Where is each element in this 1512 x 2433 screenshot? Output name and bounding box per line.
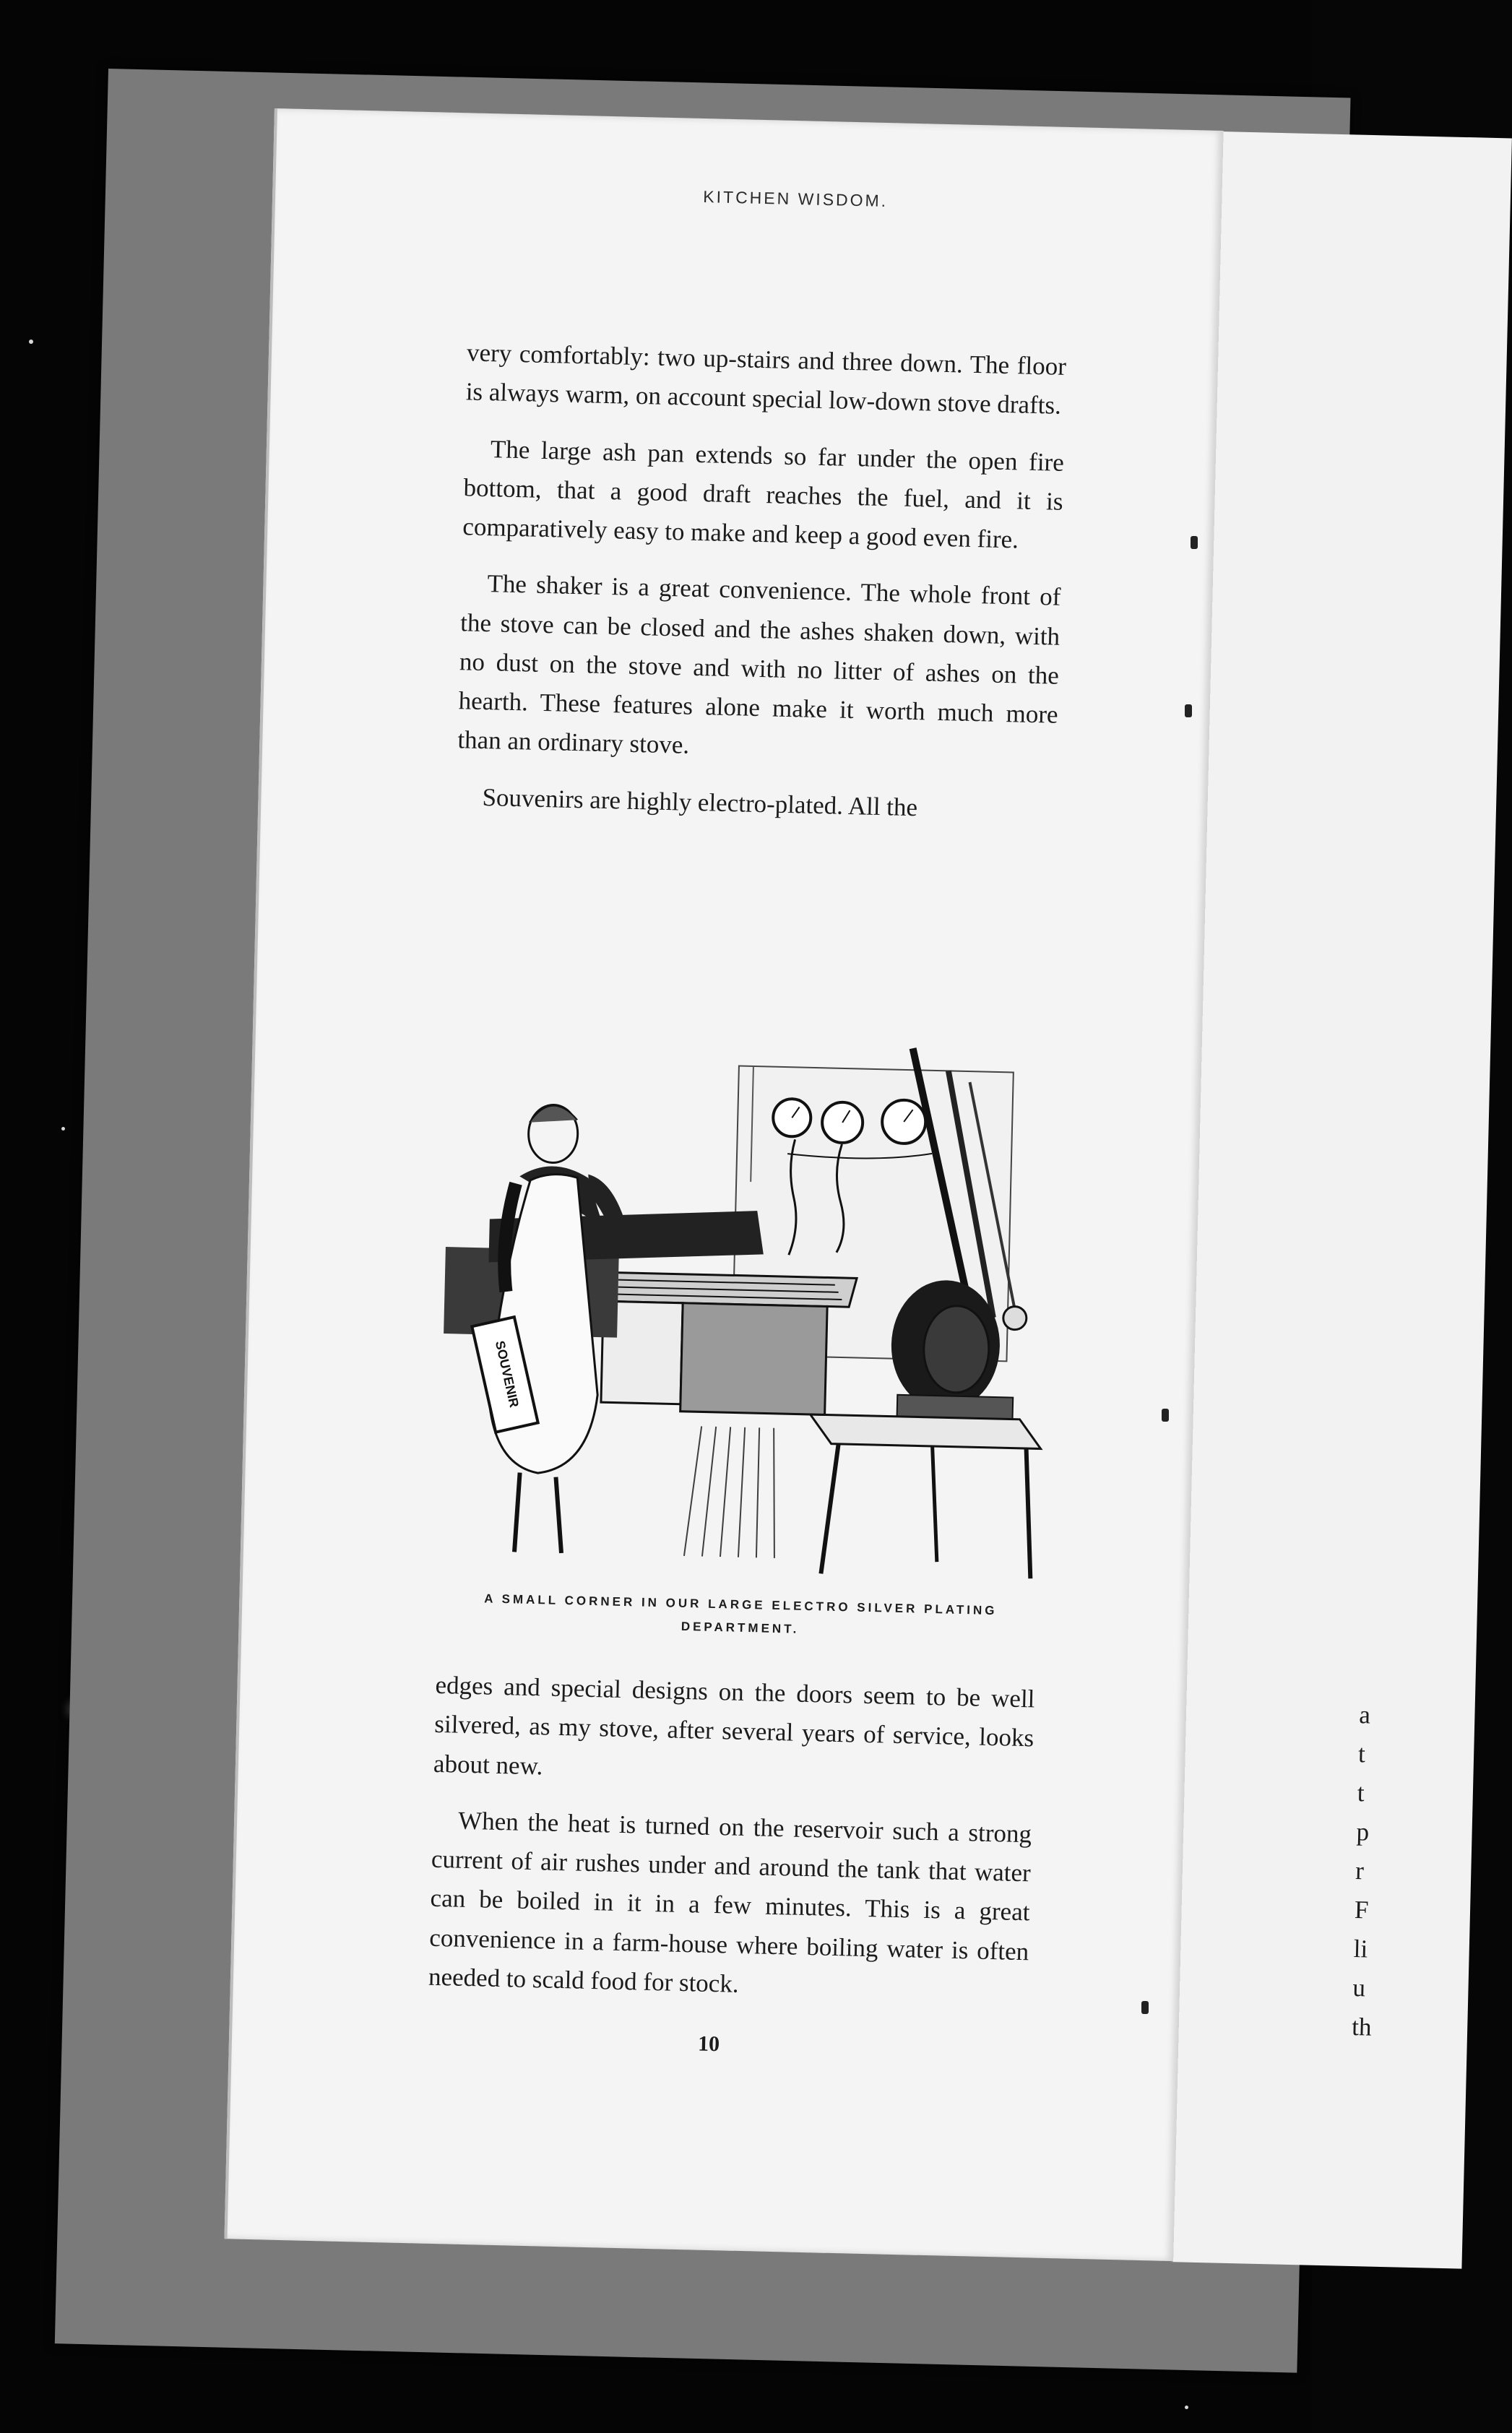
right-fragment: u bbox=[1352, 1974, 1366, 2002]
page-number: 10 bbox=[697, 2031, 720, 2057]
binding-stitch bbox=[1191, 536, 1198, 549]
paragraph: Souvenirs are highly electro-plated. All the bbox=[482, 782, 918, 821]
bottom-text-block bbox=[428, 1666, 1035, 2028]
right-fragment: th bbox=[1351, 2013, 1372, 2041]
left-page bbox=[224, 108, 1223, 2261]
right-page-text-fragments bbox=[1352, 1695, 1380, 2047]
binding-stitch bbox=[1185, 704, 1192, 717]
dust-speck bbox=[1185, 2406, 1188, 2409]
paragraph: The large ash pan extends so far under the open fire bottom, that a good draft reaches the fuel, and it is comparatively easy to make and keep a good even fire. bbox=[462, 434, 1065, 554]
right-fragment: a bbox=[1358, 1700, 1371, 1729]
paragraph: edges and special designs on the doors seem to be well silvered, as my stove, after several years of service, looks about new. bbox=[433, 1670, 1035, 1780]
paragraph: very comfortably: two up-stairs and three down. The floor is always warm, on account special low-down stove drafts. bbox=[465, 338, 1067, 420]
plating-department-illustration bbox=[438, 1030, 1072, 1594]
right-page bbox=[1170, 131, 1511, 2269]
right-fragment: li bbox=[1353, 1935, 1368, 1963]
paragraph: When the heat is turned on the reservoir such a strong current of air rushes under and around the tank that water can be boiled in it in a few minutes. This is a great convenience in a farm-house where boiling water is often needed to scald food for stock. bbox=[428, 1806, 1032, 1998]
illustration-caption: A SMALL CORNER IN OUR LARGE ELECTRO SILVER PLATING DEPARTMENT. bbox=[484, 1591, 998, 1636]
right-fragment: F bbox=[1354, 1896, 1369, 1924]
top-text-block bbox=[455, 333, 1066, 847]
dust-speck bbox=[61, 1127, 65, 1131]
running-head: KITCHEN WISDOM. bbox=[703, 187, 889, 211]
right-fragment: r bbox=[1355, 1857, 1365, 1885]
binding-stitch bbox=[1162, 1409, 1169, 1422]
right-fragment: t bbox=[1357, 1740, 1366, 1768]
binding-stitch bbox=[1141, 2001, 1149, 2014]
right-fragment: t bbox=[1357, 1779, 1365, 1807]
souvenir-sign-text: SOUVENIR bbox=[492, 1339, 522, 1409]
dust-speck bbox=[29, 340, 33, 344]
paragraph: The shaker is a great convenience. The whole front of the stove can be closed and the ashes shaken down, with no dust on the stove and with no litter of ashes on the hearth. These features alone make it worth much more than an ordinary stove. bbox=[457, 569, 1061, 760]
right-fragment: p bbox=[1356, 1818, 1370, 1846]
